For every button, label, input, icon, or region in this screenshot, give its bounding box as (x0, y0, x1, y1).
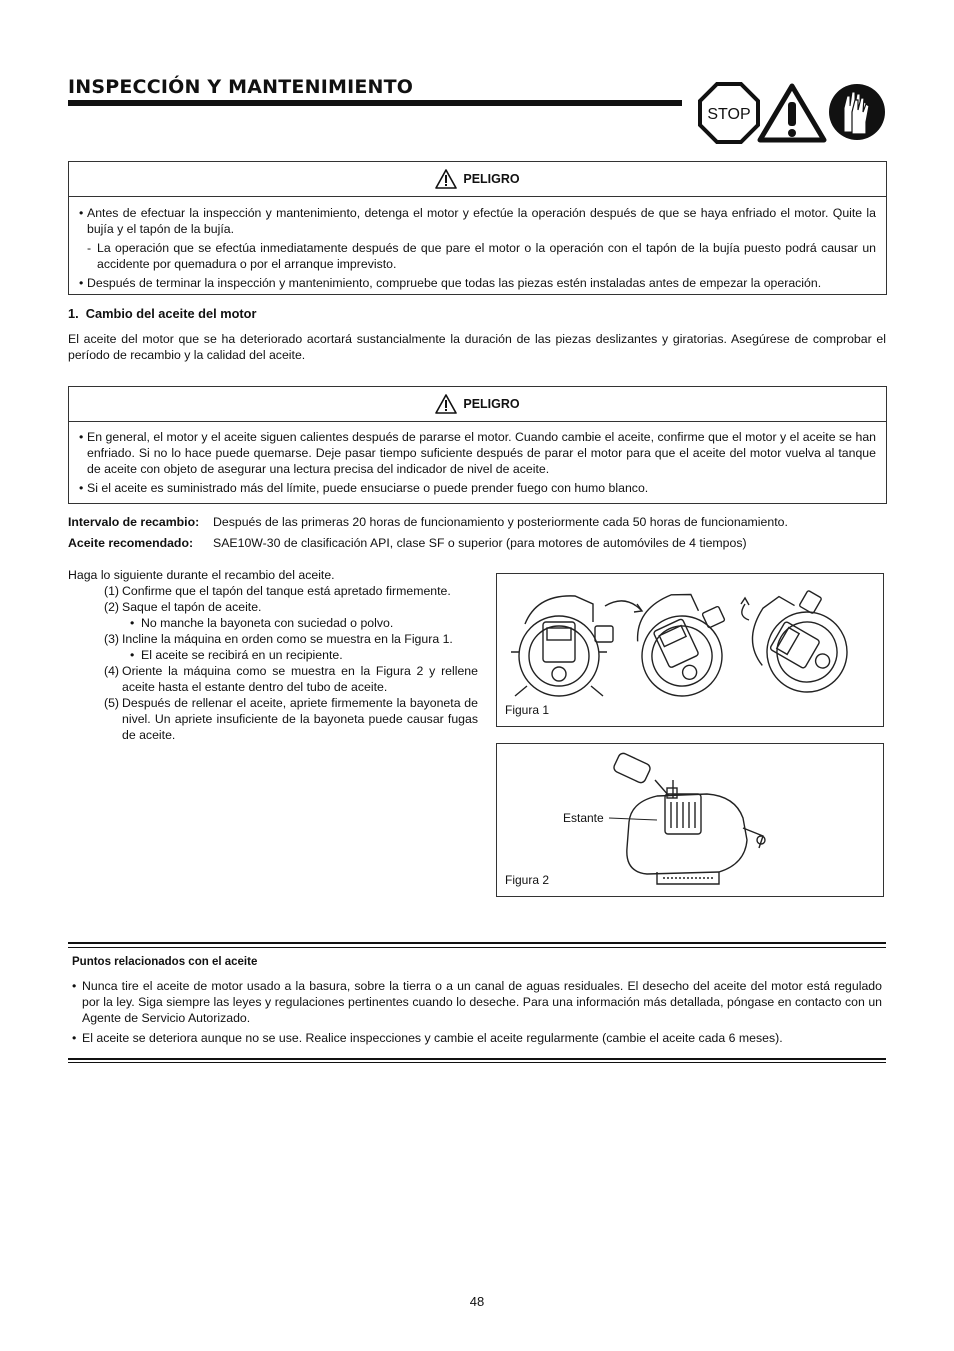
page-number: 48 (469, 1294, 485, 1309)
warning-icon (435, 394, 457, 414)
danger-bullet: • En general, el motor y el aceite siguen calientes después de pararse el motor. Cuando cambie el aceite, confirme que el motor y el aceite se han enfriado. Si no lo hace puede quemarse. Deje pasar tiempo suficiente después de parar el motor para que el aceite del motor vuelva al tanque de aceite con objeto de asegurar una lectura precisa del indicador de nivel de aceite. (79, 429, 876, 477)
danger-heading-text: PELIGRO (463, 172, 520, 186)
warning-triangle-icon (760, 86, 824, 140)
shelf-label: Estante (563, 811, 604, 825)
spec-value-interval: Después de las primeras 20 horas de funcionamiento y posteriormente cada 50 horas de funcionamiento. (213, 515, 788, 529)
notes-bottom-rule-thin (68, 1062, 886, 1063)
danger-box-2 (68, 386, 887, 504)
figure-1-caption: Figura 1 (505, 703, 550, 717)
danger-bullet: • Después de terminar la inspección y mantenimiento, compruebe que todas las piezas estén instaladas antes de empezar la operación. (79, 275, 876, 291)
section-intro: El aceite del motor que se ha deteriorado acortará sustancialmente la duración de las piezas deslizantes y giratorias. Asegúrese de comprobar el período de recambio y la calidad del aceite. (68, 332, 886, 362)
oil-notes-heading: Puntos relacionados con el aceite (72, 956, 258, 968)
stop-sign-text: STOP (707, 106, 751, 123)
gloves-icon (829, 84, 885, 140)
spec-label-oil: Aceite recomendado: (68, 536, 194, 550)
figure-1 (496, 573, 884, 727)
rotation-arrow (742, 604, 749, 620)
machine-tilted (620, 579, 748, 709)
procedure-step: (2) Saque el tapón de aceite. (104, 600, 262, 614)
spec-value-oil: SAE10W-30 de clasificación API, clase SF o superior (para motores de automóviles de 4 tiempos) (213, 536, 747, 550)
machine-upright (511, 596, 613, 696)
shelf-leader-line (609, 818, 657, 820)
oil-notes-bullet: • Nunca tire el aceite de motor usado a la basura, sobre la tierra o a un canal de aguas residuales. El desecho del aceite del motor está regulado por la ley. Siga siempre las leyes y regulaciones pertinentes cuando lo deseche. Para una información más detallada, póngase en contacto con un Agente de Servicio Autorizado. (72, 978, 882, 1026)
procedure-intro: Haga lo siguiente durante el recambio del aceite. (68, 568, 335, 582)
oil-notes (72, 956, 882, 1050)
machine-sideways (735, 575, 869, 706)
notes-bottom-rule (68, 1058, 886, 1060)
procedure-step: (5) Después de rellenar el aceite, apriete firmemente la bayoneta de nivel. Un apriete insuficiente de la bayoneta puede causar fugas de aceite. (104, 696, 478, 742)
warning-icon (435, 169, 457, 189)
notes-top-rule (68, 942, 886, 944)
notes-top-rule-thin (68, 947, 886, 948)
page-title: INSPECCIÓN Y MANTENIMIENTO (68, 76, 414, 98)
procedure-step: (1) Confirme que el tapón del tanque está apretado firmemente. (104, 584, 451, 598)
engine-body (627, 780, 765, 884)
spec-label-interval: Intervalo de recambio: (68, 515, 200, 529)
oil-bottle (612, 752, 669, 796)
section-heading: 1. Cambio del aceite del motor (68, 306, 257, 321)
specs (68, 514, 886, 551)
danger-bullet: • Si el aceite es suministrado más del límite, puede ensuciarse o puede prender fuego con humo blanco. (79, 480, 876, 496)
danger-heading (69, 387, 886, 422)
figure-1-illustration (497, 574, 883, 726)
procedure-step: (4) Oriente la máquina como se muestra en la Figura 2 y rellene aceite hasta el estante dentro del tubo de aceite. (104, 664, 478, 694)
danger-bullet: • Antes de efectuar la inspección y mantenimiento, detenga el motor y efectúe la operación después de que se haya enfriado el motor. Quite la bujía y el tapón de la bujía. (79, 205, 876, 237)
rotation-arrow (605, 601, 641, 610)
stop-sign-icon (700, 84, 758, 142)
procedure-sub-item: • No manche la bayoneta con suciedad o polvo. (68, 615, 478, 631)
figure-2 (496, 743, 884, 897)
danger-heading (69, 162, 886, 197)
oil-notes-bullet: • El aceite se deteriora aunque no se use. Realice inspecciones y cambie el aceite regularmente (cambie el aceite cada 6 meses). (72, 1030, 882, 1046)
figure-2-illustration (497, 744, 883, 896)
figure-2-caption: Figura 2 (505, 873, 550, 887)
procedure-sub-item: • El aceite se recibirá en un recipiente. (68, 647, 478, 663)
safety-icons (698, 82, 888, 144)
title-underline (68, 100, 682, 106)
danger-sub-item: - La operación que se efectúa inmediatamente después de que pare el motor o la operación con el tapón de la bujía puesto podrá causar un accidente por quemadura o por el arranque imprevisto. (79, 240, 876, 272)
procedure-step: (3) Incline la máquina en orden como se muestra en la Figura 1. (104, 632, 453, 646)
danger-heading-text: PELIGRO (463, 397, 520, 411)
danger-box-1 (68, 161, 887, 295)
procedure (68, 567, 478, 743)
